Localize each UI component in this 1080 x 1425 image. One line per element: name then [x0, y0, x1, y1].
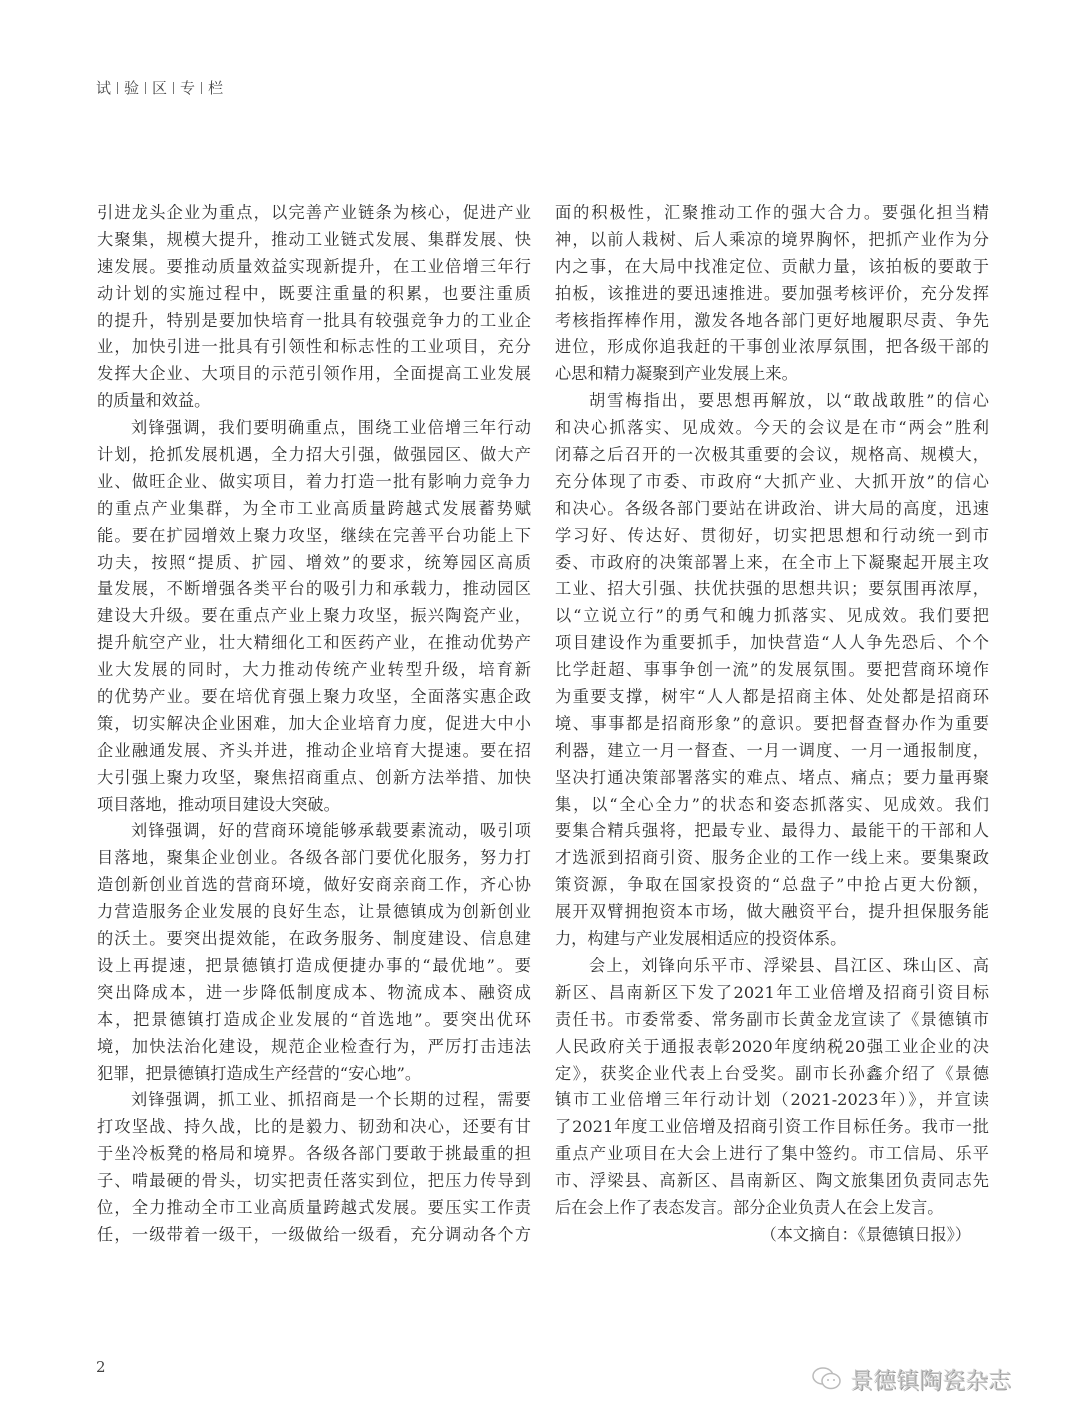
text-line: 业、做旺企业、做实项目，着力打造一批有影响力竞争力	[97, 471, 531, 491]
text-line: 要集合精兵强将，把最专业、最得力、最能干的干部和人	[555, 821, 989, 841]
text-line: 委、市政府的决策部署上来，在全市上下凝聚起开展主攻	[555, 552, 989, 572]
text-line: 以“立说立行”的勇气和魄力抓落实、见成效。我们要把	[555, 606, 989, 626]
text-line: 的质量和效益。	[97, 391, 211, 411]
paragraph	[97, 1087, 531, 1248]
text-line: 的优势产业。要在培优育强上聚力攻坚，全面落实惠企政	[97, 687, 531, 707]
text-line: 的沃土。要突出提效能，在政务服务、制度建设、信息建	[97, 929, 531, 949]
text-line: 和决心。各级各部门要站在讲政治、讲大局的高度，迅速	[555, 498, 989, 518]
text-line: 境，加快法治化建设，规范企业检查行为，严厉打击违法	[97, 1036, 531, 1056]
text-line: 镇市工业倍增三年行动计划（2021-2023年）》，并宣读	[555, 1090, 989, 1110]
wechat-watermark	[812, 1362, 1011, 1395]
page-number: 2	[96, 1358, 106, 1376]
text-line: 量发展，不断增强各类平台的吸引力和承载力，推动园区	[97, 579, 531, 599]
column-header	[96, 77, 223, 98]
text-line: 犯罪，把景德镇打造成生产经营的“安心地”。	[97, 1063, 422, 1083]
text-line: 学习好、传达好、贯彻好，切实把思想和行动统一到市	[555, 525, 989, 545]
text-line: 力营造服务企业发展的良好生态，让景德镇成为创新创业	[97, 902, 531, 922]
text-line: 人民政府关于通报表彰2020年度纳税20强工业企业的决	[555, 1036, 989, 1056]
text-line: 任，一级带着一级干，一级做给一级看，充分调动各个方	[97, 1224, 531, 1244]
header-char: 试	[96, 79, 112, 97]
header-separator	[117, 82, 118, 94]
header-char: 专	[180, 79, 196, 97]
text-line: 工业、招大引强、扶优扶强的思想共识；要氛围再浓厚，	[555, 579, 989, 599]
text-line: 境、事事都是招商形象”的意识。要把督查督办作为重要	[555, 713, 989, 733]
text-line: 子、啃最硬的骨头，切实把责任落实到位，把压力传导到	[97, 1171, 531, 1191]
paragraph	[97, 818, 531, 1087]
text-line: 项目落地，推动项目建设大突破。	[97, 794, 340, 814]
text-line: 后在会上作了表态发言。部分企业负责人在会上发言。	[555, 1197, 944, 1217]
paragraph	[555, 388, 989, 953]
text-line: 刘锋强调，好的营商环境能够承载要素流动，吸引项	[131, 821, 531, 841]
text-line: 会上，刘锋向乐平市、浮梁县、昌江区、珠山区、高	[589, 955, 989, 975]
text-line: 策资源，争取在国家投资的“总盘子”中抢占更大份额，	[555, 875, 989, 895]
text-line: 目落地，聚集企业创业。各级各部门要优化服务，努力打	[97, 848, 531, 868]
text-line: 展开双臂拥抱资本市场，做大融资平台，提升担保服务能	[555, 902, 989, 922]
paragraph	[97, 415, 531, 818]
text-line: 业大发展的同时，大力推动传统产业转型升级，培育新	[97, 660, 531, 680]
text-line: 打攻坚战、持久战，比的是毅力、韧劲和决心，还要有甘	[97, 1117, 531, 1137]
header-separator	[145, 82, 146, 94]
text-line: 了2021年度工业倍增及招商引资工作目标任务。我市一批	[555, 1117, 989, 1137]
article-source: （本文摘自：《景德镇日报》）	[760, 1224, 971, 1244]
text-line: 刘锋强调，我们要明确重点，围绕工业倍增三年行动	[131, 418, 531, 438]
text-line: 考核指挥棒作用，激发各地各部门更好地履职尽责、争先	[555, 310, 989, 330]
text-line: 的重点产业集群，为全市工业高质量跨越式发展蓄势赋	[97, 498, 531, 518]
text-line: 动计划的实施过程中，既要注重量的积累，也要注重质	[97, 283, 531, 303]
text-line: 进位，形成你追我赶的干事创业浓厚氛围，把各级干部的	[555, 337, 989, 357]
text-line: 坚决打通决策部署落实的难点、堵点、痛点；要力量再聚	[555, 767, 989, 787]
text-line: 定》，获奖企业代表上台受奖。副市长孙鑫介绍了《景德	[555, 1063, 989, 1083]
text-line: 力，构建与产业发展相适应的投资体系。	[555, 929, 847, 949]
text-line: 业，加快引进一批具有引领性和标志性的工业项目，充分	[97, 337, 531, 357]
text-line: 企业融通发展、齐头并进，推动企业培育大提速。要在招	[97, 740, 531, 760]
text-line: 神，以前人栽树、后人乘凉的境界胸怀，把抓产业作为分	[555, 229, 989, 249]
text-line: 和决心抓落实、见成效。今天的会议是在市“两会”胜利	[555, 418, 989, 438]
right-column	[555, 200, 989, 1249]
text-line: 能。要在扩园增效上聚力攻坚，继续在完善平台功能上下	[97, 525, 531, 545]
text-line: 充分体现了市委、市政府“大抓产业、大抓开放”的信心	[555, 471, 989, 491]
text-line: 位，全力推动全市工业高质量跨越式发展。要压实工作责	[97, 1197, 531, 1217]
text-line: 策，切实解决企业困难，加大企业培育力度，促进大中小	[97, 713, 531, 733]
text-line: 提升航空产业，壮大精细化工和医药产业，在推动优势产	[97, 633, 531, 653]
text-line: 闭幕之后召开的一次极其重要的会议，规格高、规模大，	[555, 445, 989, 465]
paragraph	[555, 953, 989, 1222]
text-line: 突出降成本，进一步降低制度成本、物流成本、融资成	[97, 982, 531, 1002]
text-line: 胡雪梅指出，要思想再解放，以“敢战敢胜”的信心	[589, 391, 989, 411]
text-line: 重点产业项目在大会上进行了集中签约。市工信局、乐平	[555, 1144, 989, 1164]
text-line: 面的积极性，汇聚推动工作的强大合力。要强化担当精	[555, 203, 989, 222]
text-line: 大聚集，规模大提升，推动工业链式发展、集群发展、快	[97, 229, 531, 249]
text-line: 于坐冷板凳的格局和境界。各级各部门要敢于挑最重的担	[97, 1144, 531, 1164]
text-line: 本，把景德镇打造成企业发展的“首选地”。要突出优环	[97, 1009, 531, 1029]
text-line: 发挥大企业、大项目的示范引领作用，全面提高工业发展	[97, 364, 531, 384]
watermark-text: 景德镇陶瓷杂志	[850, 1368, 1011, 1394]
text-line: 责任书。市委常委、常务副市长黄金龙宣读了《景德镇市	[555, 1009, 989, 1029]
text-line: 利器，建立一月一督查、一月一调度、一月一通报制度，	[555, 740, 989, 760]
text-line: 计划，抢抓发展机遇，全力招大引强，做强园区、做大产	[97, 445, 531, 465]
header-separator	[201, 82, 202, 94]
paragraph	[555, 200, 989, 388]
text-line: 引进龙头企业为重点，以完善产业链条为核心，促进产业	[97, 203, 531, 222]
text-line: 市、浮梁县、高新区、昌南新区、陶文旅集团负责同志先	[555, 1171, 989, 1191]
paragraph	[97, 200, 531, 415]
wechat-icon	[812, 1366, 842, 1392]
text-line: 新区、昌南新区下发了2021年工业倍增及招商引资目标	[555, 982, 989, 1002]
text-line: 大引强上聚力攻坚，聚焦招商重点、创新方法举措、加快	[97, 767, 531, 787]
text-line: 比学赶超、事事争创一流”的发展氛围。要把营商环境作	[555, 660, 989, 680]
text-line: 内之事，在大局中找准定位、贡献力量，该拍板的要敢于	[555, 256, 989, 276]
text-line: 集，以“全心全力”的状态和姿态抓落实、见成效。我们	[555, 794, 989, 814]
text-line: 的提升，特别是要加快培育一批具有较强竞争力的工业企	[97, 310, 531, 330]
text-line: 速发展。要推动质量效益实现新提升，在工业倍增三年行	[97, 256, 531, 276]
text-line: 心思和精力凝聚到产业发展上来。	[555, 364, 798, 384]
text-line: 才选派到招商引资、服务企业的工作一线上来。要集聚政	[555, 848, 989, 868]
text-line: 功夫，按照“提质、扩园、增效”的要求，统筹园区高质	[97, 552, 531, 572]
text-line: 建设大升级。要在重点产业上聚力攻坚，振兴陶瓷产业，	[97, 606, 531, 626]
text-line: 设上再提速，把景德镇打造成便捷办事的“最优地”。要	[97, 955, 531, 975]
text-line: 拍板，该推进的要迅速推进。要加强考核评价，充分发挥	[555, 283, 989, 303]
header-char: 区	[152, 79, 168, 97]
header-char: 栏	[208, 79, 224, 97]
text-line: 为重要支撑，树牢“人人都是招商主体、处处都是招商环	[555, 687, 989, 707]
text-line: 项目建设作为重要抓手，加快营造“人人争先恐后、个个	[555, 633, 989, 653]
text-line: 刘锋强调，抓工业、抓招商是一个长期的过程，需要	[131, 1090, 531, 1110]
text-line: 造创新创业首选的营商环境，做好安商亲商工作，齐心协	[97, 875, 531, 895]
left-column	[97, 200, 531, 1249]
header-separator	[173, 82, 174, 94]
header-char: 验	[124, 79, 140, 97]
